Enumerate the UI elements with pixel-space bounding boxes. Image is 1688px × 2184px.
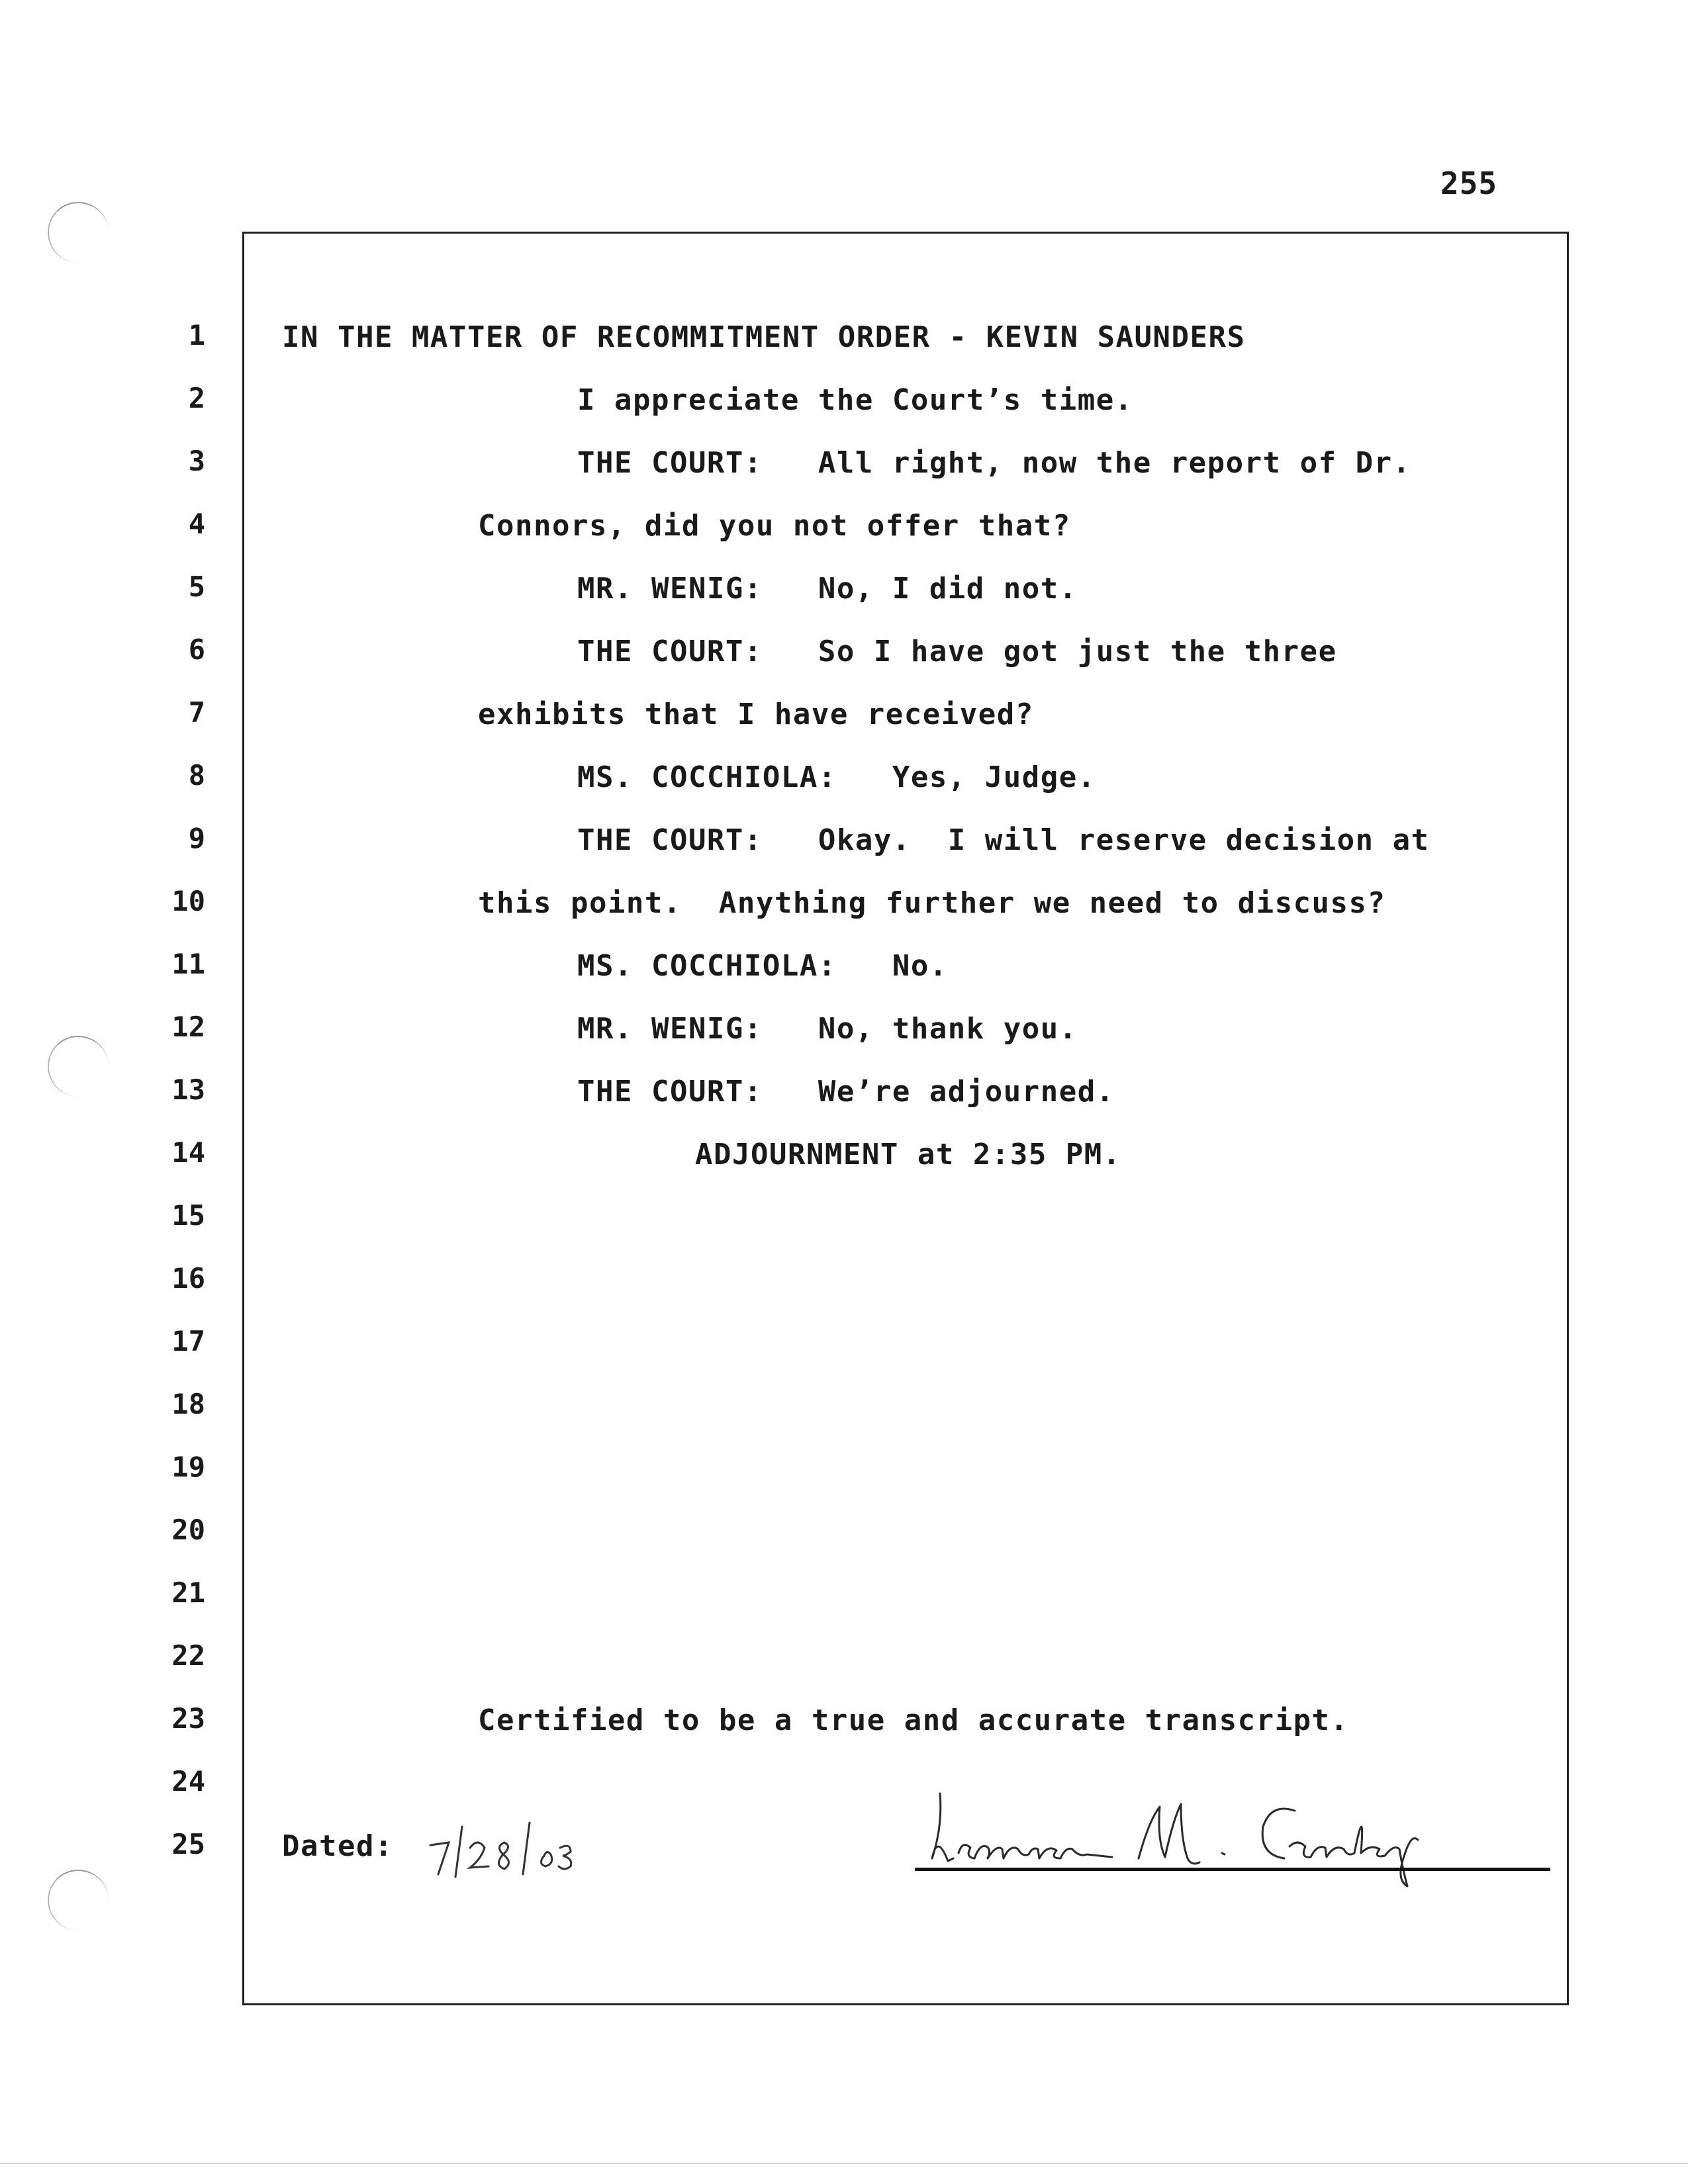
transcript-line: MS. COCCHIOLA: No. bbox=[577, 949, 948, 983]
transcript-line: this point. Anything further we need to discuss? bbox=[478, 886, 1386, 920]
transcript-line: THE COURT: So I have got just the three bbox=[577, 635, 1337, 668]
punch-hole-bottom bbox=[48, 1870, 109, 1931]
dated-label: Dated: bbox=[282, 1829, 393, 1863]
certification-statement: Certified to be a true and accurate transcript. bbox=[478, 1704, 1349, 1737]
transcript-line: THE COURT: We’re adjourned. bbox=[577, 1075, 1115, 1109]
line-number: 11 bbox=[171, 948, 205, 980]
line-number: 15 bbox=[171, 1199, 205, 1232]
line-number: 4 bbox=[188, 508, 205, 540]
line-number: 10 bbox=[171, 885, 205, 917]
line-number: 7 bbox=[188, 696, 205, 729]
page-number: 255 bbox=[1440, 165, 1498, 201]
transcript-line: exhibits that I have received? bbox=[478, 698, 1034, 731]
line-number: 14 bbox=[171, 1136, 205, 1169]
punch-hole-middle bbox=[48, 1036, 109, 1097]
handwritten-date bbox=[424, 1813, 596, 1886]
line-number: 24 bbox=[171, 1765, 205, 1797]
adjournment-line: ADJOURNMENT at 2:35 PM. bbox=[695, 1138, 1121, 1171]
line-number: 9 bbox=[188, 822, 205, 854]
line-number: 3 bbox=[188, 445, 205, 477]
line-number: 13 bbox=[171, 1073, 205, 1106]
line-number: 5 bbox=[188, 570, 205, 603]
line-number: 20 bbox=[171, 1514, 205, 1546]
transcript-caption: IN THE MATTER OF RECOMMITMENT ORDER - KEVIN SAUNDERS bbox=[282, 320, 1246, 354]
transcript-line: MR. WENIG: No, thank you. bbox=[577, 1012, 1078, 1046]
line-number: 19 bbox=[171, 1451, 205, 1483]
line-number: 12 bbox=[171, 1011, 205, 1043]
line-number: 21 bbox=[171, 1576, 205, 1609]
page-edge-rule bbox=[0, 2163, 1688, 2164]
line-number: 6 bbox=[188, 633, 205, 666]
line-number: 23 bbox=[171, 1702, 205, 1735]
punch-hole-top bbox=[48, 202, 109, 263]
line-number: 1 bbox=[188, 319, 205, 351]
signature-line bbox=[915, 1868, 1550, 1871]
transcript-frame bbox=[242, 232, 1569, 2005]
line-number: 25 bbox=[171, 1828, 205, 1860]
line-number: 22 bbox=[171, 1639, 205, 1672]
transcript-line: I appreciate the Court’s time. bbox=[577, 383, 1133, 417]
transcript-line: MR. WENIG: No, I did not. bbox=[577, 572, 1078, 606]
line-number: 16 bbox=[171, 1262, 205, 1295]
line-number: 8 bbox=[188, 759, 205, 792]
line-number: 17 bbox=[171, 1325, 205, 1357]
transcript-line: Connors, did you not offer that? bbox=[478, 509, 1071, 543]
line-number: 18 bbox=[171, 1388, 205, 1420]
transcript-line: THE COURT: Okay. I will reserve decision at bbox=[577, 823, 1430, 857]
transcript-line: MS. COCCHIOLA: Yes, Judge. bbox=[577, 760, 1096, 794]
line-number: 2 bbox=[188, 382, 205, 414]
signature bbox=[914, 1780, 1509, 1899]
transcript-line: THE COURT: All right, now the report of Dr. bbox=[577, 446, 1411, 480]
